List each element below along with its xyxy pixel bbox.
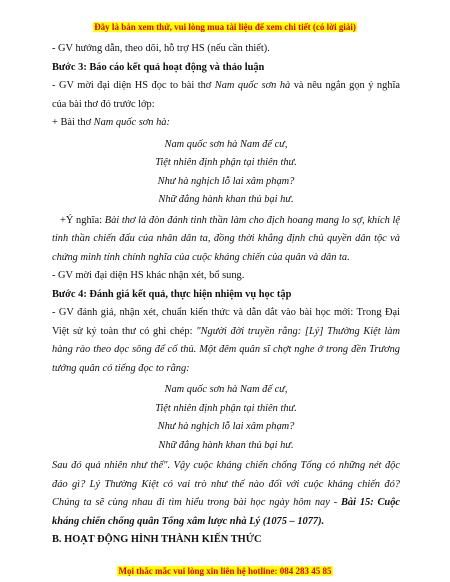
- text: - GV đánh giá, nhận xét, chuẩn kiến thức và dẫn dắt vào bài học mới: Trong Đại Việt sử ký toàn thư có ghi chép:: [52, 307, 400, 337]
- poem-block-1: [52, 136, 400, 210]
- poem-line: Tiệt nhiên định phận tại thiên thư.: [155, 157, 297, 168]
- poem-line: Như hà nghịch lỗ lai xâm phạm?: [157, 175, 295, 187]
- lesson-title: Bài 15: Cuộc kháng chiến chống quân Tống xâm lược nhà Lý (1075 – 1077).: [52, 497, 401, 527]
- text: +Ý nghĩa:: [60, 214, 105, 226]
- text: Sau đó quả nhiên như thế". Vậy cuộc kháng chiến chống Tống có những nét độc đáo gì? Lý Thường Kiệt có vai trò như thế nào đối với cuộc kháng chiến đó? Chúng ta sẽ cùng nhau đi tìm hiểu trong bài học ngày hôm nay -: [52, 460, 400, 508]
- paragraph-lead-in: [52, 457, 400, 531]
- poem-title: Nam quốc sơn hà: [214, 80, 291, 91]
- poem-line: Nam quốc sơn hà Nam đế cư,: [164, 138, 288, 150]
- document-body: [52, 40, 400, 550]
- preview-banner-text: Đây là bản xem thử, vui lòng mua tài liệu để xem chi tiết (có lời giải): [94, 22, 356, 32]
- preview-banner: [0, 22, 450, 32]
- quote-text: "Người đời truyền rằng: [Lý] Thường Kiệt làm hàng rào theo dọc sông để cố thủ. Một đêm quân sĩ chợt nghe ở trong đền Trương tướng quân có tiếng đọc to rằng:: [52, 325, 400, 374]
- poem-line: Nhữ đẳng hành khan thủ bại hư.: [158, 194, 294, 205]
- poem-title: Nam quốc sơn hà:: [93, 117, 170, 128]
- section-b-heading: B. HOẠT ĐỘNG HÌNH THÀNH KIẾN THỨC: [52, 534, 262, 545]
- paragraph-evaluation: [52, 304, 400, 378]
- paragraph-other-students: - GV mời đại diện HS khác nhận xét, bổ sung.: [52, 270, 245, 281]
- step-4-heading: Bước 4: Đánh giá kết quả, thực hiện nhiệm vụ học tập: [52, 288, 292, 300]
- poem-line: Nhữ đẳng hành khan thủ bại hư.: [158, 439, 294, 451]
- paragraph-read-poem: [52, 77, 400, 114]
- text: + Bài thơ: [52, 117, 94, 128]
- poem-line: Tiệt nhiên định phận tại thiên thư.: [155, 402, 297, 414]
- step-3-heading: Bước 3: Báo cáo kết quả hoạt động và thảo luận: [52, 61, 265, 73]
- paragraph-poem-intro: [52, 114, 400, 133]
- meaning-text: Bài thơ là đòn đánh tinh thần làm cho địch hoang mang lo sợ, khích lệ tinh thần chiến đấu của nhân dân ta, đồng thời khẳng định chủ quyền dân tộc và chứng minh tính chính nghĩa của cuộc kháng chiến của quân và dân ta.: [52, 214, 401, 263]
- text: - GV mời đại diện HS đọc to bài thơ: [52, 80, 215, 91]
- poem-line: Như hà nghịch lỗ lai xâm phạm?: [157, 421, 295, 432]
- hotline-banner: [0, 566, 450, 576]
- paragraph-guidance: - GV hướng dẫn, theo dõi, hỗ trợ HS (nếu cần thiết).: [52, 43, 270, 54]
- poem-block-2: [52, 381, 400, 455]
- poem-line: Nam quốc sơn hà Nam đế cư,: [164, 384, 288, 395]
- text: và nêu ngắn gọn ý nghĩa của bài thơ đó trước lớp:: [52, 80, 400, 110]
- paragraph-meaning: [52, 212, 400, 268]
- hotline-banner-text: Mọi thắc mắc vui lòng xin liên hệ hotline: 084 283 45 85: [118, 566, 332, 576]
